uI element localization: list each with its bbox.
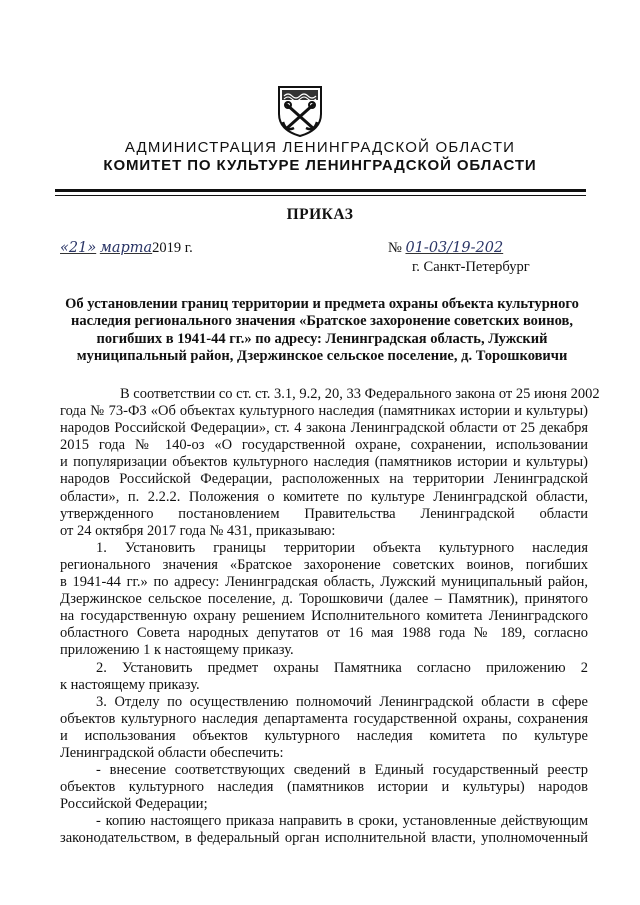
leningrad-oblast-coat-of-arms-icon <box>276 84 324 138</box>
body-line: областного Совета народных депутатов от 16 мая 1988 года № 189, согласно <box>60 625 588 642</box>
date-day-handwritten: «21» <box>60 240 97 256</box>
number-prefix: № <box>388 240 402 256</box>
date-month-handwritten: марта <box>99 240 153 256</box>
body-line: 1. Установить границы территории объекта культурного наследия <box>96 539 588 556</box>
body-line: законодательством, в федеральный орган исполнительной власти, уполномоченный <box>60 830 588 847</box>
body-line: в 1941-44 гг.» по адресу: Ленинградская область, Лужский муниципальный район, <box>60 574 588 591</box>
body-line: В соответствии со ст. ст. 3.1, 9.2, 20, 33 Федерального закона от 25 июня 2002 <box>120 386 600 402</box>
body-line: 3. Отделу по осуществлению полномочий Ленинградской области в сфере <box>96 693 588 710</box>
body-line: и популяризации объектов культурного наследия (памятников истории и культуры) <box>60 454 588 471</box>
document-date <box>60 240 193 257</box>
document-number <box>388 240 503 257</box>
header-divider-thick <box>55 189 586 192</box>
body-line: к настоящему приказу. <box>60 676 200 693</box>
document-body <box>60 386 600 848</box>
date-year: 2019 г. <box>152 240 193 256</box>
document-type-title: ПРИКАЗ <box>286 206 354 223</box>
body-line: объектов культурного наследия (памятников истории и культуры) народов <box>60 779 588 796</box>
body-line: года № 73-ФЗ «Об объектах культурного наследия (памятниках истории и культуры) <box>60 403 588 420</box>
body-line: - копию настоящего приказа направить в сроки, установленные действующим <box>96 813 588 830</box>
subject-line: муниципальный район, Дзержинское сельское поселение, д. Торошковичи <box>76 347 568 364</box>
body-line: от 24 октября 2017 года № 431, приказываю: <box>60 522 336 539</box>
subject-line: наследия регионального значения «Братское захоронение советских воинов, <box>71 313 573 330</box>
body-line: Ленинградской области обеспечить: <box>60 744 284 761</box>
org-name-line2: КОМИТЕТ ПО КУЛЬТУРЕ ЛЕНИНГРАДСКОЙ ОБЛАСТИ <box>103 157 537 174</box>
body-line: 2. Установить предмет охраны Памятника согласно приложению 2 <box>96 659 588 676</box>
body-line: и использования объектов культурного наследия комитета по культуре <box>60 727 588 744</box>
subject-line: погибших в 1941-44 гг.» по адресу: Ленинградская область, Лужский <box>96 330 548 347</box>
body-line: народов Российской Федерации», ст. 4 закона Ленинградской области от 25 декабря <box>60 420 588 437</box>
document-city: г. Санкт-Петербург <box>412 259 530 275</box>
body-line: приложению 1 к настоящему приказу. <box>60 642 294 659</box>
subject-line: Об установлении границ территории и предмета охраны объекта культурного <box>65 296 579 312</box>
org-name-line1: АДМИНИСТРАЦИЯ ЛЕНИНГРАДСКОЙ ОБЛАСТИ <box>124 139 516 156</box>
header-divider-thin <box>55 195 586 196</box>
body-line: народов Российской Федерации, расположенных на территории Ленинградской <box>60 471 588 488</box>
body-line: области», п. 2.2.2. Положения о комитете по культуре Ленинградской области, <box>60 488 588 505</box>
body-line: на государственную охрану решением Исполнительного комитета Ленинградского <box>60 608 588 625</box>
body-line: регионального значения «Братское захоронение советских воинов, погибших <box>60 556 588 573</box>
document-subject <box>56 296 588 365</box>
number-handwritten: 01-03/19-202 <box>405 240 504 256</box>
body-line: 2015 года № 140-оз «О государственной охране, сохранении, использовании <box>60 437 588 454</box>
body-line: утвержденного постановлением Правительства Ленинградской области <box>60 505 588 522</box>
body-line: Дзержинское сельское поселение, д. Торошковичи (далее – Памятник), принятого <box>60 591 588 608</box>
body-line: объектов культурного наследия департамента государственной охраны, сохранения <box>60 710 588 727</box>
body-line: Российской Федерации; <box>60 796 208 813</box>
body-line: - внесение соответствующих сведений в Единый государственный реестр <box>96 762 588 779</box>
